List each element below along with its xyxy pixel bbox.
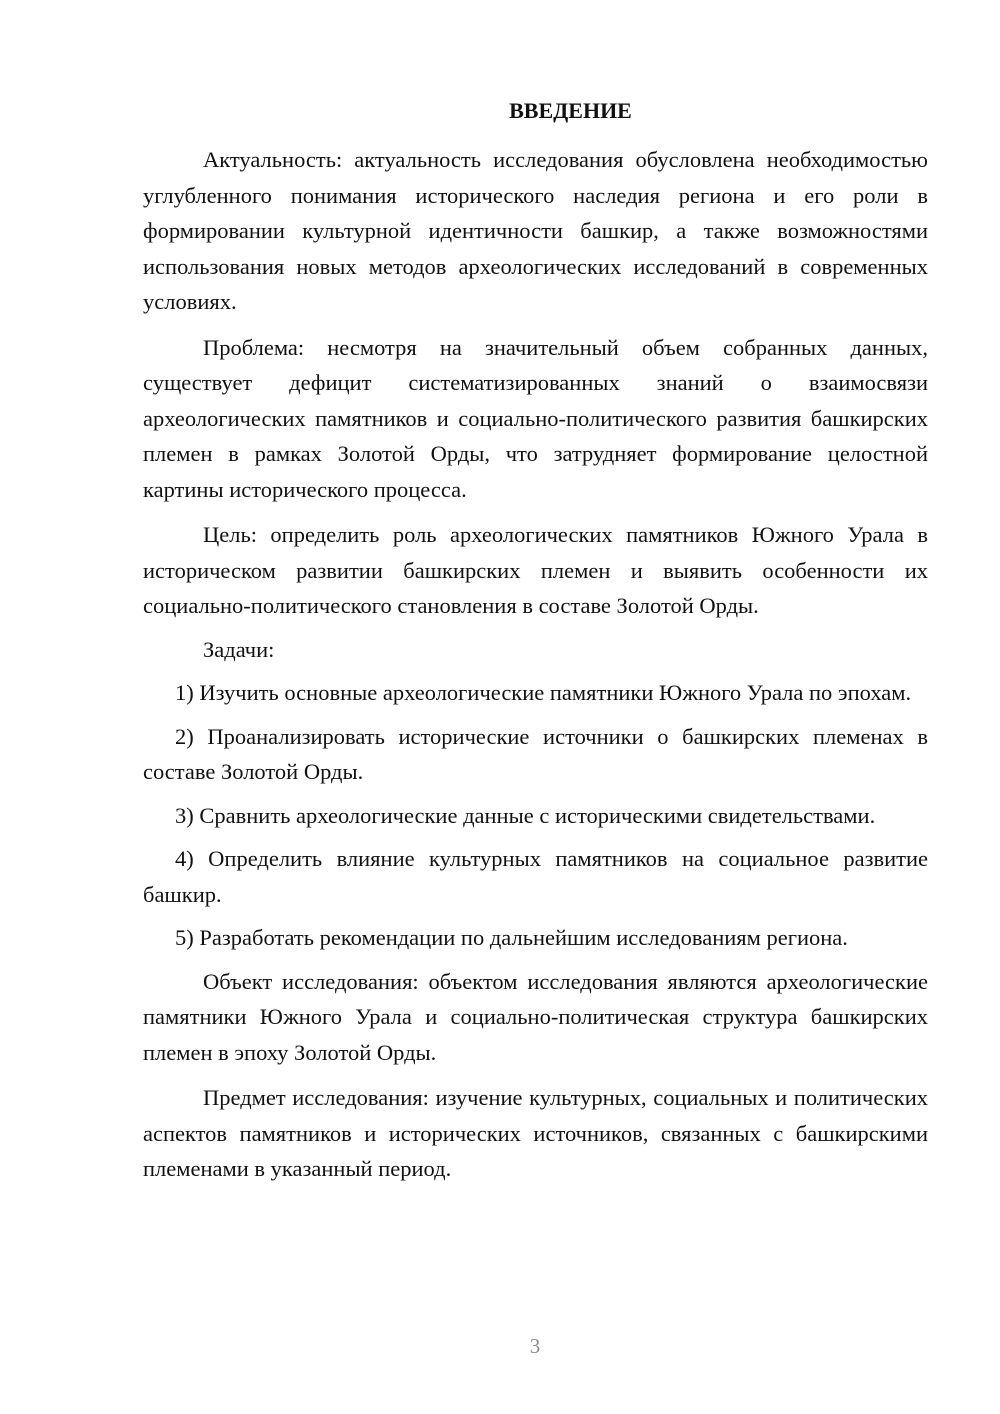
task-item: 5) Разработать рекомендации по дальнейшим исследованиям региона.: [175, 925, 848, 950]
paragraph-subject: Предмет исследования: изучение культурных, социальных и политических аспектов памятников и исторических источников, связанных с башкирскими племенами в указанный период.: [143, 1085, 928, 1181]
task-item: 1) Изучить основные археологические памятники Южного Урала по эпохам.: [175, 680, 912, 705]
task-item: 4) Определить влияние культурных памятников на социальное развитие башкир.: [143, 846, 928, 907]
page-number: 3: [529, 1334, 541, 1358]
tasks-list: [143, 675, 928, 956]
page-content: [143, 94, 928, 1187]
tasks-heading: Задачи:: [203, 636, 275, 662]
section-title: ВВЕДЕНИЕ: [509, 98, 632, 123]
paragraph-goal: Цель: определить роль археологических памятников Южного Урала в историческом развитии башкирских племен и выявить особенности их социально-политического становления в составе Золотой Орды.: [143, 522, 928, 618]
task-item: 3) Сравнить археологические данные с историческими свидетельствами.: [175, 802, 876, 828]
paragraph-relevance: Актуальность: актуальность исследования обусловлена необходимостью углубленного понимания исторического наследия региона и его роли в формировании культурной идентичности башкир, а также возможностями использования новых методов археологических исследований в современных условиях.: [143, 147, 928, 314]
paragraph-problem: Проблема: несмотря на значительный объем собранных данных, существует дефицит систематизированных знаний о взаимосвязи археологических памятников и социально-политического развития башкирских племен в рамках Золотой Орды, что затрудняет формирование целостной картины исторического процесса.: [143, 334, 928, 502]
paragraph-object: Объект исследования: объектом исследования являются археологические памятники Южного Урала и социально-политическая структура башкирских племен в эпоху Золотой Орды.: [143, 968, 928, 1065]
task-item: 2) Проанализировать исторические источники о башкирских племенах в составе Золотой Орды.: [143, 723, 928, 784]
